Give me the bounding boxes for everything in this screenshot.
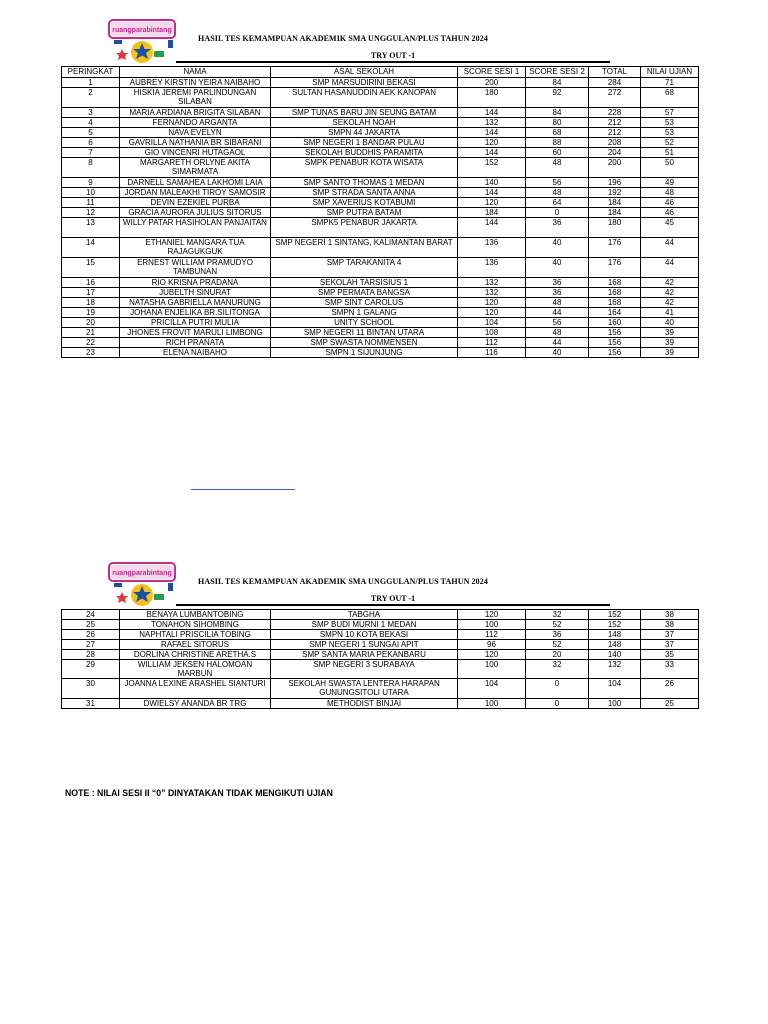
exam-grade-cell: 39: [641, 348, 699, 358]
score-session-2-cell: 56: [526, 318, 589, 328]
rank-cell: 10: [62, 188, 120, 198]
name-cell: DWIELSY ANANDA BR TRG: [120, 699, 271, 709]
header-score-session-1: SCORE SESI 1: [458, 67, 526, 78]
school-cell: SMP BUDI MURNI 1 MEDAN: [271, 620, 458, 630]
exam-grade-cell: 38: [641, 620, 699, 630]
table-row: [62, 660, 699, 679]
rank-cell: 22: [62, 338, 120, 348]
rank-cell: 4: [62, 118, 120, 128]
school-cell: SEKOLAH BUDDHIS PARAMITA: [271, 148, 458, 158]
rank-cell: 26: [62, 630, 120, 640]
name-cell: DARNELL SAMAHEA LAKHOMI LAIA: [120, 178, 271, 188]
score-session-1-cell: 100: [458, 699, 526, 709]
rank-cell: 28: [62, 650, 120, 660]
school-cell: SMP TUNAS BARU JIN SEUNG BATAM: [271, 108, 458, 118]
ruangparabintang-logo: [108, 562, 176, 608]
total-cell: 212: [589, 128, 641, 138]
total-cell: 176: [589, 258, 641, 278]
name-cell: GIO VINCENRI HUTAGAOL: [120, 148, 271, 158]
score-session-2-cell: 48: [526, 298, 589, 308]
name-cell: ERNEST WILLIAM PRAMUDYO TAMBUNAN: [120, 258, 271, 278]
rank-cell: 7: [62, 148, 120, 158]
score-session-1-cell: 144: [458, 128, 526, 138]
score-session-1-cell: 132: [458, 288, 526, 298]
score-session-1-cell: 120: [458, 138, 526, 148]
exam-grade-cell: 42: [641, 298, 699, 308]
rank-cell: 12: [62, 208, 120, 218]
score-session-2-cell: 32: [526, 660, 589, 679]
score-session-1-cell: 200: [458, 78, 526, 88]
school-cell: SMP SANTO THOMAS 1 MEDAN: [271, 178, 458, 188]
exam-grade-cell: 37: [641, 640, 699, 650]
exam-grade-cell: 42: [641, 278, 699, 288]
score-session-2-cell: 64: [526, 198, 589, 208]
total-cell: 164: [589, 308, 641, 318]
total-cell: 208: [589, 138, 641, 148]
table-row: [62, 610, 699, 620]
exam-grade-cell: 50: [641, 158, 699, 178]
rank-cell: 17: [62, 288, 120, 298]
total-cell: 184: [589, 208, 641, 218]
exam-grade-cell: 57: [641, 108, 699, 118]
total-cell: 192: [589, 188, 641, 198]
score-session-1-cell: 116: [458, 348, 526, 358]
school-cell: SMPN 1 GALANG: [271, 308, 458, 318]
rank-cell: 2: [62, 88, 120, 108]
score-session-1-cell: 100: [458, 620, 526, 630]
exam-grade-cell: 71: [641, 78, 699, 88]
score-session-1-cell: 180: [458, 88, 526, 108]
rank-cell: 1: [62, 78, 120, 88]
exam-grade-cell: 39: [641, 328, 699, 338]
name-cell: NATASHA GABRIELLA MANURUNG: [120, 298, 271, 308]
score-session-1-cell: 104: [458, 679, 526, 699]
score-session-1-cell: 100: [458, 660, 526, 679]
score-session-2-cell: 48: [526, 328, 589, 338]
header-rank: PERINGKAT: [62, 67, 120, 78]
score-session-2-cell: 36: [526, 278, 589, 288]
rank-cell: 27: [62, 640, 120, 650]
total-cell: 132: [589, 660, 641, 679]
score-session-1-cell: 136: [458, 238, 526, 258]
total-cell: 156: [589, 338, 641, 348]
school-cell: SMPN 44 JAKARTA: [271, 128, 458, 138]
score-session-1-cell: 184: [458, 208, 526, 218]
exam-grade-cell: 44: [641, 258, 699, 278]
document-title: HASIL TES KEMAMPUAN AKADEMIK SMA UNGGULAN/PLUS TAHUN 2024: [198, 34, 488, 43]
rank-cell: 18: [62, 298, 120, 308]
school-cell: SMP SANTA MARIA PEKANBARU: [271, 650, 458, 660]
name-cell: AUBREY KIRSTIN YEIRA NAIBAHO: [120, 78, 271, 88]
score-session-2-cell: 84: [526, 78, 589, 88]
exam-grade-cell: 41: [641, 308, 699, 318]
total-cell: 176: [589, 238, 641, 258]
rank-cell: 20: [62, 318, 120, 328]
rank-cell: 29: [62, 660, 120, 679]
name-cell: ELENA NAIBAHO: [120, 348, 271, 358]
score-session-1-cell: 132: [458, 278, 526, 288]
total-cell: 184: [589, 198, 641, 208]
rank-cell: 3: [62, 108, 120, 118]
score-session-2-cell: 36: [526, 630, 589, 640]
school-cell: SMP MARSUDIRINI BEKASI: [271, 78, 458, 88]
name-cell: RIO KRISNA PRADANA: [120, 278, 271, 288]
score-session-2-cell: 40: [526, 238, 589, 258]
total-cell: 104: [589, 679, 641, 699]
rank-cell: 9: [62, 178, 120, 188]
score-session-2-cell: 48: [526, 188, 589, 198]
total-cell: 168: [589, 278, 641, 288]
score-session-2-cell: 60: [526, 148, 589, 158]
name-cell: NAVA EVELYN: [120, 128, 271, 138]
name-cell: RAFAEL SITORUS: [120, 640, 271, 650]
name-cell: GAVRILLA NATHANIA BR SIBARANI: [120, 138, 271, 148]
score-session-2-cell: 20: [526, 650, 589, 660]
total-cell: 196: [589, 178, 641, 188]
score-session-2-cell: 0: [526, 699, 589, 709]
school-cell: SMP TARAKANITA 4: [271, 258, 458, 278]
school-cell: SEKOLAH TARSISIUS 1: [271, 278, 458, 288]
school-cell: TABGHA: [271, 610, 458, 620]
table-row: [62, 640, 699, 650]
name-cell: JHONES FROVIT MARULI LIMBONG: [120, 328, 271, 338]
name-cell: BENAYA LUMBANTOBING: [120, 610, 271, 620]
name-cell: TONAHON SIHOMBING: [120, 620, 271, 630]
name-cell: JUBELTH SINURAT: [120, 288, 271, 298]
total-cell: 180: [589, 218, 641, 238]
score-session-2-cell: 92: [526, 88, 589, 108]
score-session-1-cell: 120: [458, 298, 526, 308]
exam-grade-cell: 25: [641, 699, 699, 709]
total-cell: 140: [589, 650, 641, 660]
rank-cell: 13: [62, 218, 120, 238]
footnote: NOTE : NILAI SESI II “0” DINYATAKAN TIDAK MENGIKUTI UJIAN: [65, 788, 333, 799]
document-subtitle: TRY OUT -1: [176, 594, 610, 606]
header-school: ASAL SEKOLAH: [271, 67, 458, 78]
name-cell: MARIA ARDIANA BRIGITA SILABAN: [120, 108, 271, 118]
name-cell: JOANNA LEXINE ARASHEL SIANTURI: [120, 679, 271, 699]
score-session-2-cell: 80: [526, 118, 589, 128]
exam-grade-cell: 39: [641, 338, 699, 348]
name-cell: MARGARETH ORLYNE AKITA SIMARMATA: [120, 158, 271, 178]
score-session-1-cell: 120: [458, 650, 526, 660]
table-row: [62, 620, 699, 630]
name-cell: RICH PRANATA: [120, 338, 271, 348]
logo-text: ruangparabintang: [112, 570, 172, 577]
score-session-2-cell: 36: [526, 288, 589, 298]
score-session-2-cell: 44: [526, 338, 589, 348]
total-cell: 156: [589, 328, 641, 338]
score-session-1-cell: 132: [458, 118, 526, 128]
total-cell: 212: [589, 118, 641, 128]
score-session-2-cell: 56: [526, 178, 589, 188]
rank-cell: 6: [62, 138, 120, 148]
school-cell: SMP XAVERIUS KOTABUMI: [271, 198, 458, 208]
school-cell: SMP SWASTA NOMMENSEN: [271, 338, 458, 348]
exam-grade-cell: 51: [641, 148, 699, 158]
total-cell: 156: [589, 348, 641, 358]
rank-cell: 15: [62, 258, 120, 278]
exam-grade-cell: 53: [641, 118, 699, 128]
total-cell: 100: [589, 699, 641, 709]
document-title: HASIL TES KEMAMPUAN AKADEMIK SMA UNGGULAN/PLUS TAHUN 2024: [198, 577, 488, 586]
name-cell: JORDAN MALEAKHI TIROY SAMOSIR: [120, 188, 271, 198]
name-cell: DEVIN EZEKIEL PURBA: [120, 198, 271, 208]
school-cell: SMP NEGERI 3 SURABAYA: [271, 660, 458, 679]
table-row: [62, 650, 699, 660]
score-session-2-cell: 40: [526, 348, 589, 358]
score-session-1-cell: 120: [458, 308, 526, 318]
rank-cell: 19: [62, 308, 120, 318]
score-session-1-cell: 112: [458, 630, 526, 640]
score-session-1-cell: 112: [458, 338, 526, 348]
school-cell: SMPN 1 SIJUNJUNG: [271, 348, 458, 358]
score-session-2-cell: 0: [526, 208, 589, 218]
rank-cell: 24: [62, 610, 120, 620]
exam-grade-cell: 48: [641, 188, 699, 198]
total-cell: 228: [589, 108, 641, 118]
name-cell: NAPHTALI PRISCILIA TOBING: [120, 630, 271, 640]
header-score-session-2: SCORE SESI 2: [526, 67, 589, 78]
exam-grade-cell: 52: [641, 138, 699, 148]
exam-grade-cell: 33: [641, 660, 699, 679]
school-cell: UNITY SCHOOL: [271, 318, 458, 328]
school-cell: SMPK5 PENABUR JAKARTA: [271, 218, 458, 238]
score-session-2-cell: 88: [526, 138, 589, 148]
score-session-1-cell: 104: [458, 318, 526, 328]
score-session-2-cell: 48: [526, 158, 589, 178]
score-session-1-cell: 144: [458, 218, 526, 238]
score-session-1-cell: 144: [458, 108, 526, 118]
name-cell: WILLY PATAR HASIHOLAN PANJAITAN: [120, 218, 271, 238]
rank-cell: 8: [62, 158, 120, 178]
total-cell: 148: [589, 630, 641, 640]
rank-cell: 31: [62, 699, 120, 709]
score-session-2-cell: 44: [526, 308, 589, 318]
total-cell: 160: [589, 318, 641, 328]
score-session-1-cell: 120: [458, 198, 526, 208]
score-session-2-cell: 68: [526, 128, 589, 138]
rank-cell: 23: [62, 348, 120, 358]
exam-grade-cell: 46: [641, 208, 699, 218]
score-session-1-cell: 96: [458, 640, 526, 650]
score-session-2-cell: 36: [526, 218, 589, 238]
school-cell: SMPN 10 KOTA BEKASI: [271, 630, 458, 640]
school-cell: SMPK PENABUR KOTA WISATA: [271, 158, 458, 178]
total-cell: 204: [589, 148, 641, 158]
name-cell: HISKIA JEREMI PARLINDUNGAN SILABAN: [120, 88, 271, 108]
school-cell: SMP NEGERI 1 SUNGAI APIT: [271, 640, 458, 650]
school-cell: SMP NEGERI 1 BANDAR PULAU: [271, 138, 458, 148]
logo-text: ruangparabintang: [112, 27, 172, 34]
school-cell: SULTAN HASANUDDIN AEK KANOPAN: [271, 88, 458, 108]
name-cell: ETHANIEL MANGARA TUA RAJAGUKGUK: [120, 238, 271, 258]
header-exam-grade: NILAI UJIAN: [641, 67, 699, 78]
score-session-2-cell: 32: [526, 610, 589, 620]
exam-grade-cell: 38: [641, 610, 699, 620]
rank-cell: 14: [62, 238, 120, 258]
exam-grade-cell: 26: [641, 679, 699, 699]
total-cell: 200: [589, 158, 641, 178]
document-subtitle: TRY OUT -1: [176, 51, 610, 63]
school-cell: SMP STRADA SANTA ANNA: [271, 188, 458, 198]
score-session-1-cell: 144: [458, 148, 526, 158]
name-cell: PRICILLA PUTRI MULIA: [120, 318, 271, 328]
table-row: [62, 699, 699, 709]
school-cell: SMP SINT CAROLUS: [271, 298, 458, 308]
rank-cell: 25: [62, 620, 120, 630]
total-cell: 168: [589, 298, 641, 308]
total-cell: 152: [589, 620, 641, 630]
total-cell: 152: [589, 610, 641, 620]
school-cell: SMP NEGERI 1 SINTANG, KALIMANTAN BARAT: [271, 238, 458, 258]
score-session-1-cell: 144: [458, 188, 526, 198]
name-cell: JOHANA ENJELIKA BR.SILITONGA: [120, 308, 271, 318]
score-session-2-cell: 84: [526, 108, 589, 118]
school-cell: SEKOLAH NOAH: [271, 118, 458, 128]
score-session-1-cell: 152: [458, 158, 526, 178]
name-cell: WILLIAM JEKSEN HALOMOAN MARBUN: [120, 660, 271, 679]
table-row: [62, 630, 699, 640]
rank-cell: 21: [62, 328, 120, 338]
exam-grade-cell: 35: [641, 650, 699, 660]
header-name: NAMA: [120, 67, 271, 78]
exam-grade-cell: 37: [641, 630, 699, 640]
header-total: TOTAL: [589, 67, 641, 78]
score-session-2-cell: 40: [526, 258, 589, 278]
exam-grade-cell: 42: [641, 288, 699, 298]
results-table-2: [61, 609, 699, 709]
rank-cell: 16: [62, 278, 120, 288]
school-cell: SMP PERMATA BANGSA: [271, 288, 458, 298]
score-session-1-cell: 120: [458, 610, 526, 620]
exam-grade-cell: 53: [641, 128, 699, 138]
rank-cell: 30: [62, 679, 120, 699]
rank-cell: 11: [62, 198, 120, 208]
total-cell: 272: [589, 88, 641, 108]
score-session-2-cell: 52: [526, 620, 589, 630]
exam-grade-cell: 40: [641, 318, 699, 328]
rank-cell: 5: [62, 128, 120, 138]
score-session-1-cell: 136: [458, 258, 526, 278]
school-cell: SMP NEGERI 11 BINTAN UTARA: [271, 328, 458, 338]
school-cell: SMP PUTRA BATAM: [271, 208, 458, 218]
name-cell: DORLINA CHRISTINE ARETHA.S: [120, 650, 271, 660]
score-session-2-cell: 52: [526, 640, 589, 650]
exam-grade-cell: 46: [641, 198, 699, 208]
school-cell: METHODIST BINJAI: [271, 699, 458, 709]
exam-grade-cell: 45: [641, 218, 699, 238]
score-session-1-cell: 108: [458, 328, 526, 338]
score-session-2-cell: 0: [526, 679, 589, 699]
total-cell: 168: [589, 288, 641, 298]
exam-grade-cell: 68: [641, 88, 699, 108]
table-row: [62, 679, 699, 699]
total-cell: 148: [589, 640, 641, 650]
exam-grade-cell: 44: [641, 238, 699, 258]
school-cell: SEKOLAH SWASTA LENTERA HARAPAN GUNUNGSITOLI UTARA: [271, 679, 458, 699]
name-cell: GRACIA AURORA JULIUS SITORUS: [120, 208, 271, 218]
name-cell: FERNANDO ARGANTA: [120, 118, 271, 128]
total-cell: 284: [589, 78, 641, 88]
score-session-1-cell: 140: [458, 178, 526, 188]
exam-grade-cell: 49: [641, 178, 699, 188]
